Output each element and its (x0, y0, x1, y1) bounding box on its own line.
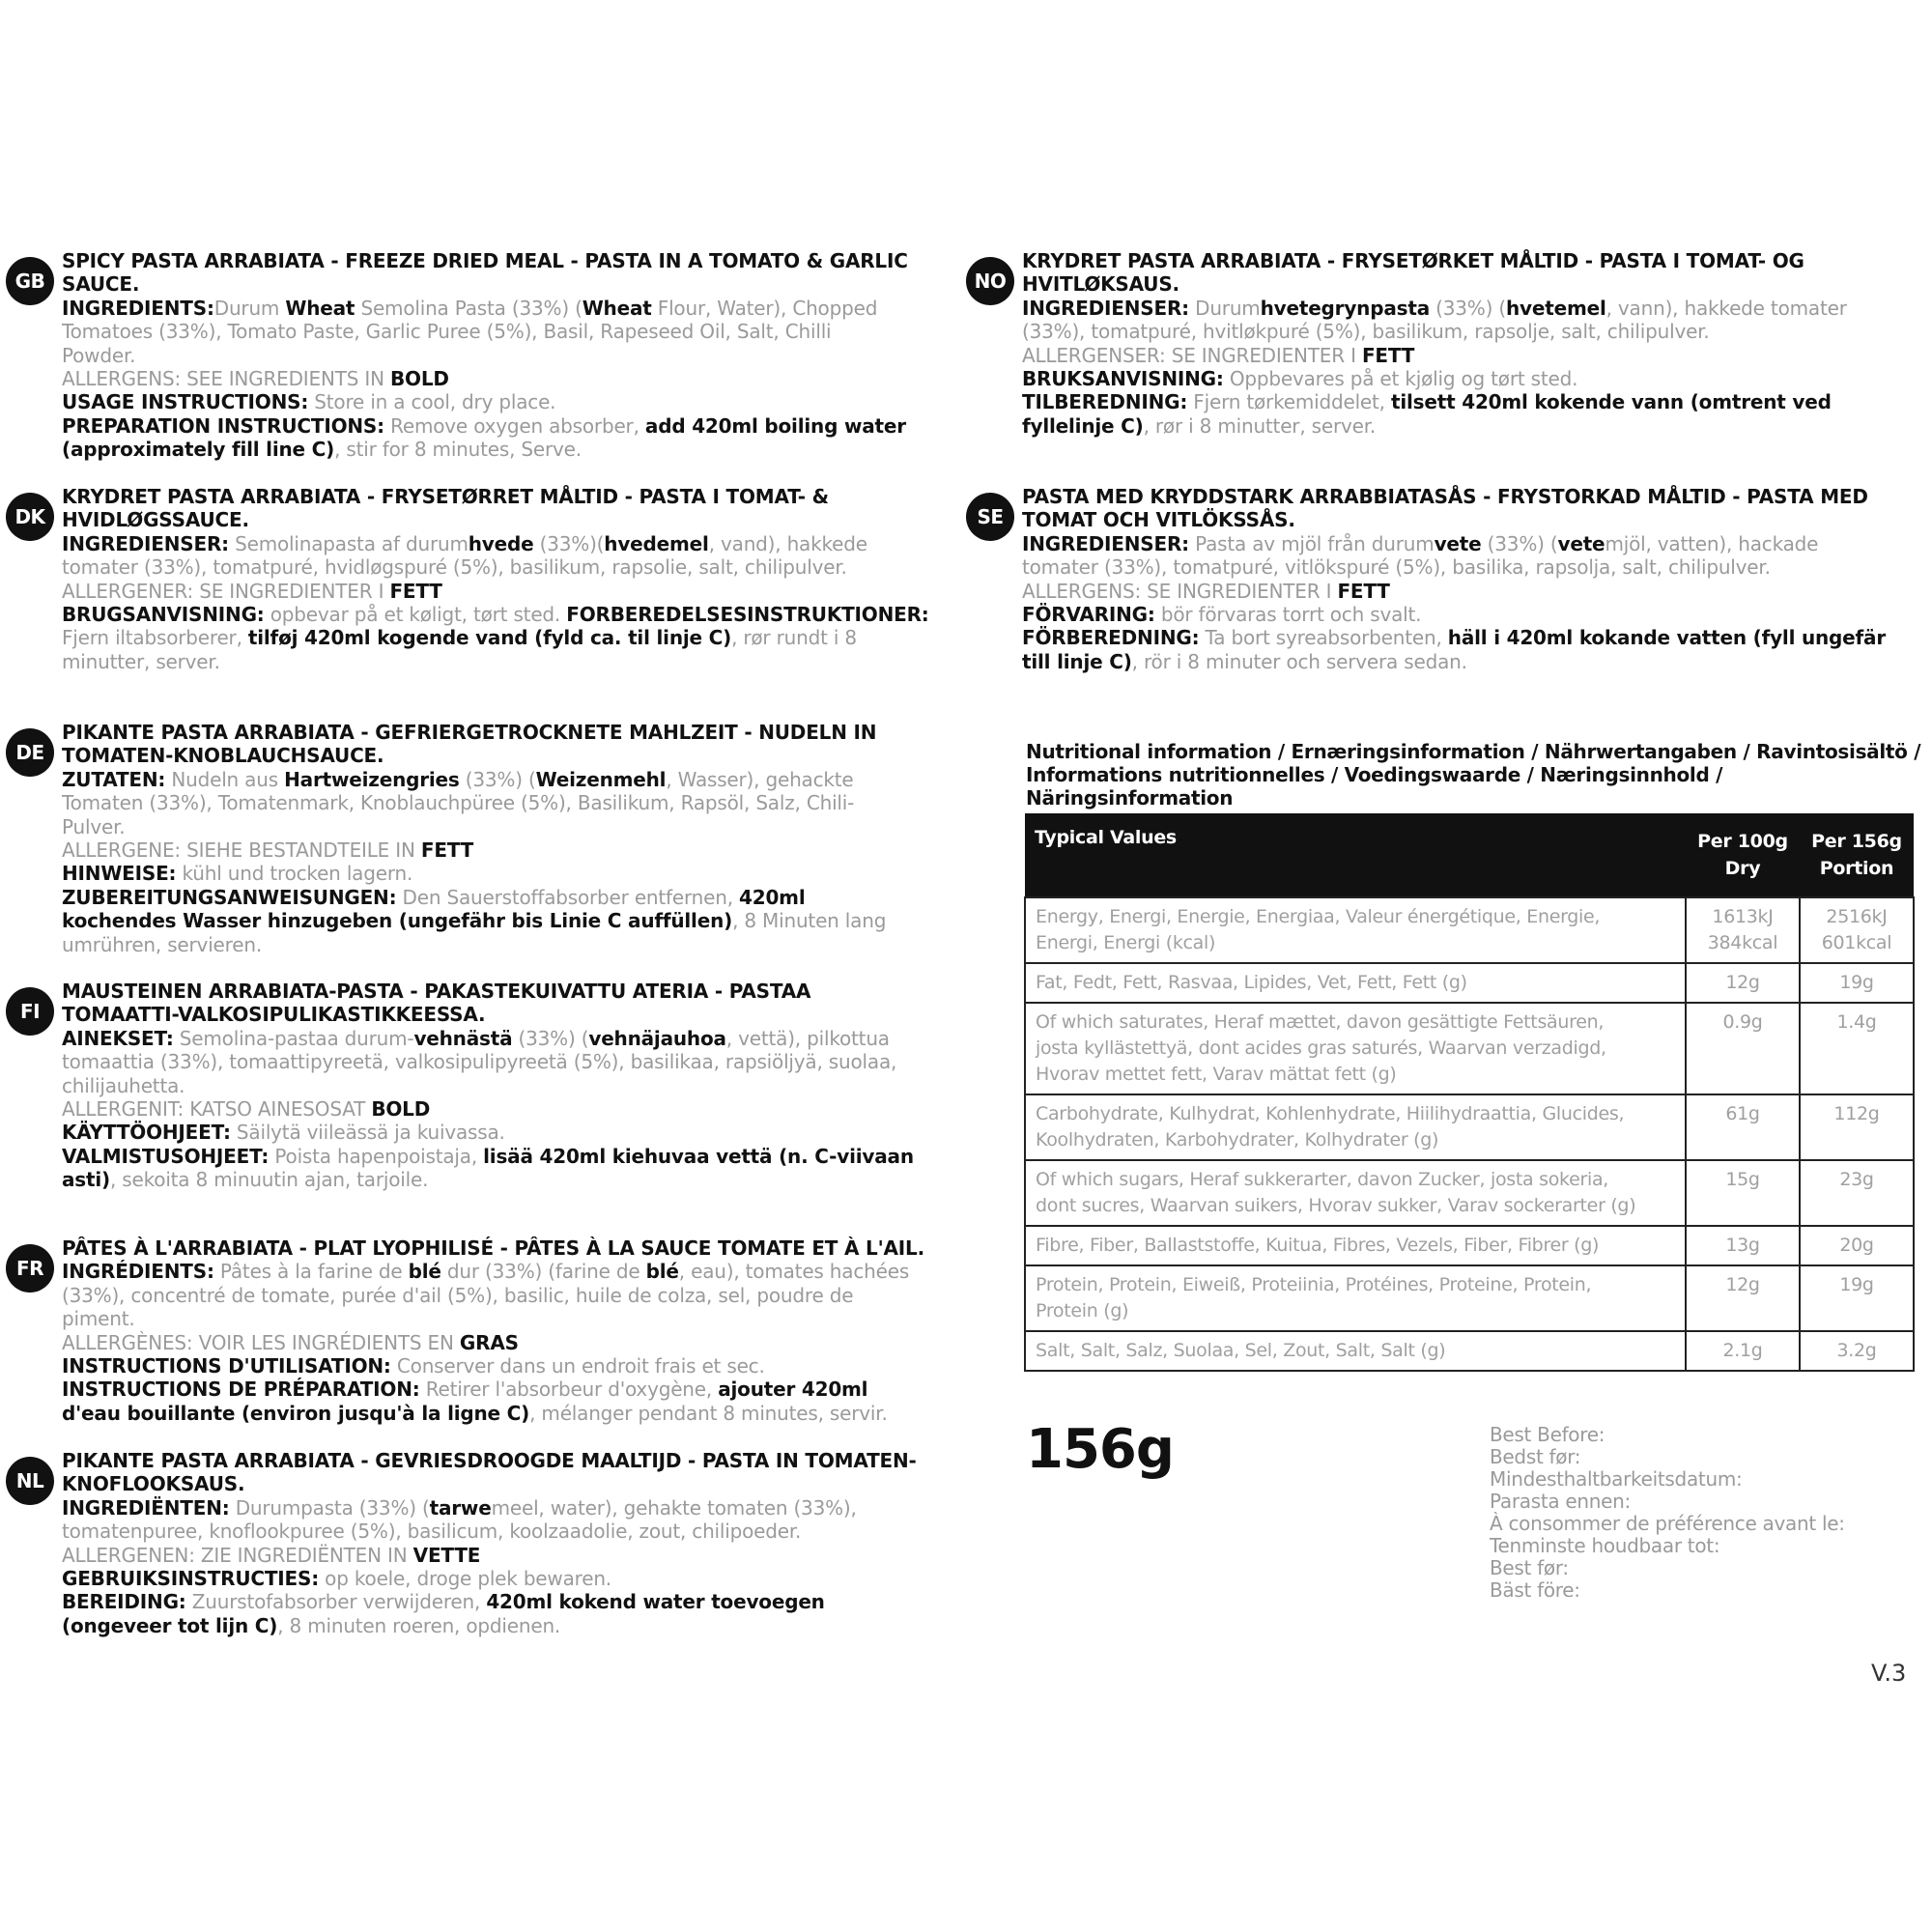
prep-bold: tilføj 420ml kogende vand (fyld ca. til linje C) (247, 626, 732, 650)
prep-text: , mélanger pendant 8 minutes, servir. (529, 1401, 888, 1425)
section-de-title-line-2: TOMATEN-KNOBLAUCHSAUCE. (62, 744, 384, 768)
ingredients-text: Nudeln aus (165, 767, 285, 791)
value-per-100g: 0.9g (1686, 1003, 1800, 1094)
best-before-block (1490, 1424, 1845, 1602)
table-row (1025, 1265, 1914, 1331)
value-per-156g: 1.4g (1800, 1003, 1914, 1094)
prep-label: PREPARATION INSTRUCTIONS: (62, 413, 384, 438)
prep-bold: häll i 420ml kokande vatten (fyll ungefär (1447, 626, 1887, 650)
section-nl (6, 1449, 972, 1637)
ingredients-text: tomatenpuree, knoflookpuree (5%), basilicum, koolzaadolie, zout, chilipoeder. (62, 1520, 802, 1544)
ingredients-text: , vettä), pilkottua (725, 1026, 890, 1050)
value-per-156g: 20g (1800, 1226, 1914, 1265)
section-no (966, 249, 1922, 438)
allergen-word: hvedemel (604, 531, 709, 555)
section-de (6, 721, 972, 956)
prep-bold: fyllelinje C) (1022, 413, 1144, 438)
nutrition-heading (1026, 740, 1924, 810)
ingredients-text: , eau), tomates hachées (678, 1260, 910, 1284)
prep-text: Ta bort syreabsorbenten, (1199, 626, 1448, 650)
best-before-label: Best før: (1490, 1556, 1569, 1579)
usage-label: BRUGSANVISNING: (62, 603, 265, 627)
section-dk-title-line-2: HVIDLØGSSAUCE. (62, 508, 249, 532)
section-fi (6, 980, 972, 1192)
allergen-note-bold: FETT (420, 838, 474, 863)
ingredients-label: INGREDIENSER: (1022, 531, 1189, 555)
ingredients-label: INGREDIENSER: (1022, 296, 1189, 320)
ingredients-label: INGREDIËNTEN: (62, 1495, 230, 1520)
prep-bold: 420ml (739, 885, 806, 909)
ingredients-text: tomater (33%), tomatpuré, hvidløgspuré (5%), basilikum, rapsolie, salt, chilipulver. (62, 555, 847, 580)
ingredients-text: Semolinapasta af durum (228, 531, 469, 555)
allergen-word: tarwe (429, 1495, 492, 1520)
ingredients-text: Pulver. (62, 814, 126, 838)
column-header-per-156g-line-2: Portion (1819, 858, 1894, 879)
ingredients-text: , Wasser), gehackte (666, 767, 854, 791)
allergen-note: ALLERGENIT: KATSO AINESOSAT (62, 1097, 372, 1122)
value-per-100g: 15g (1686, 1160, 1800, 1226)
section-dk-title-line-1: KRYDRET PASTA ARRABIATA - FRYSETØRRET MÅLTID - PASTA I TOMAT- & (62, 485, 829, 508)
usage-label: HINWEISE: (62, 862, 177, 886)
nutrition-heading-line-1: Nutritional information / Ernæringsinformation / Nährwertangaben / Ravintosisältö / (1026, 740, 1921, 763)
language-badge-se: SE (966, 493, 1014, 541)
prep-text: Fjern iltabsorberer, (62, 626, 248, 650)
nutrition-heading-line-2: Informations nutritionnelles / Voedingswaarde / Næringsinnhold / Näringsinformation (1026, 763, 1723, 810)
value-per-100g (1686, 897, 1800, 963)
ingredients-label: INGREDIENTS: (62, 296, 214, 320)
row-label-line: Energy, Energi, Energie, Energiaa, Valeur énergétique, Energie, (1036, 906, 1601, 927)
prep-label: FÖRBEREDNING: (1022, 626, 1200, 650)
prep-bold: (ongeveer tot lijn C) (62, 1613, 278, 1637)
prep-label: FORBEREDELSESINSTRUKTIONER: (566, 603, 929, 627)
value-line: 384kcal (1707, 932, 1778, 953)
ingredients-text: Tomaten (33%), Tomatenmark, Knoblauchpüree (5%), Basilikum, Rapsöl, Salz, Chili- (62, 791, 855, 815)
allergen-note: ALLERGENS: SEE INGREDIENTS IN (62, 367, 390, 391)
value-per-100g: 2.1g (1686, 1331, 1800, 1371)
section-gb (6, 249, 972, 462)
prep-text: , 8 minuten roeren, opdienen. (277, 1613, 561, 1637)
usage-text: Conserver dans un endroit frais et sec. (390, 1354, 765, 1378)
allergen-word: hvetemel (1505, 296, 1606, 320)
allergen-word: vete (1557, 531, 1605, 555)
prep-label: BEREIDING: (62, 1590, 186, 1614)
allergen-note: ALLERGENE: SIEHE BESTANDTEILE IN (62, 838, 421, 863)
section-gb-body (62, 249, 972, 462)
section-fr-body (62, 1236, 972, 1425)
allergen-word: hvetegrynpasta (1260, 296, 1430, 320)
usage-label: USAGE INSTRUCTIONS: (62, 390, 309, 414)
best-before-label: Parasta ennen: (1490, 1490, 1631, 1513)
nutrition-table (1024, 813, 1915, 1372)
ingredients-text: tomater (33%), tomatpuré, vitlökspuré (5%), basilika, rapsolja, salt, chilipulver. (1022, 555, 1771, 580)
prep-text: , rør rundt i 8 (731, 626, 857, 650)
net-weight: 156g (1026, 1418, 1174, 1481)
column-header-per-100g-line-2: Dry (1724, 858, 1761, 879)
ingredients-text: Pâtes à la farine de (213, 1260, 409, 1284)
section-fi-title-line-1: MAUSTEINEN ARRABIATA-PASTA - PAKASTEKUIVATTU ATERIA - PASTAA (62, 980, 811, 1003)
usage-text: Oppbevares på et kjølig og tørt sted. (1223, 367, 1578, 391)
table-row (1025, 1331, 1914, 1371)
ingredients-text: mjöl, vatten), hackade (1605, 531, 1819, 555)
allergen-word: Wheat (285, 296, 355, 320)
row-label-line: dont sucres, Waarvan suikers, Hvorav sukker, Varav sockerarter (g) (1036, 1195, 1636, 1216)
allergen-note: ALLERGENEN: ZIE INGREDIËNTEN IN (62, 1543, 413, 1567)
allergen-note-bold: FETT (1337, 579, 1390, 603)
language-badge-nl: NL (6, 1457, 54, 1505)
section-no-title-line-1: KRYDRET PASTA ARRABIATA - FRYSETØRKET MÅLTID - PASTA I TOMAT- OG (1022, 249, 1804, 272)
prep-text: Fjern tørkemiddelet, (1187, 390, 1391, 414)
ingredients-text: Tomatoes (33%), Tomato Paste, Garlic Puree (5%), Basil, Rapeseed Oil, Salt, Chilli (62, 320, 832, 344)
allergen-word: vehnästä (413, 1026, 513, 1050)
allergen-note-bold: GRAS (459, 1330, 519, 1354)
prep-bold: (approximately fill line C) (62, 438, 335, 462)
usage-label: GEBRUIKSINSTRUCTIES: (62, 1567, 320, 1591)
best-before-label: Bäst före: (1490, 1578, 1580, 1602)
row-label (1025, 897, 1686, 963)
language-badge-no: NO (966, 257, 1014, 305)
allergen-word: hvede (468, 531, 534, 555)
ingredients-text: (33%) ( (1430, 296, 1506, 320)
allergen-note: ALLERGENS: SE INGREDIENTER I (1022, 579, 1338, 603)
row-label: Fat, Fedt, Fett, Rasvaa, Lipides, Vet, Fett, Fett (g) (1025, 963, 1686, 1003)
section-se (966, 485, 1922, 673)
ingredients-label: INGRÉDIENTS: (62, 1260, 214, 1284)
ingredients-text: piment. (62, 1307, 135, 1331)
allergen-note-bold: BOLD (371, 1097, 431, 1122)
usage-label: INSTRUCTIONS D'UTILISATION: (62, 1354, 391, 1378)
section-fr (6, 1236, 972, 1425)
best-before-label: Bedst før: (1490, 1445, 1581, 1468)
value-line: 601kcal (1821, 932, 1892, 953)
table-row (1025, 1160, 1914, 1226)
allergen-note-bold: FETT (389, 579, 442, 603)
ingredients-text: (33%), concentré de tomate, purée d'ail (5%), basilic, huile de colza, sel, poudre de (62, 1283, 854, 1307)
prep-text: , sekoita 8 minuutin ajan, tarjoile. (109, 1168, 429, 1192)
ingredients-label: INGREDIENSER: (62, 531, 229, 555)
value-per-100g: 13g (1686, 1226, 1800, 1265)
prep-bold: ajouter 420ml (718, 1378, 868, 1402)
usage-label: FÖRVARING: (1022, 603, 1155, 627)
prep-text: Poista hapenpoistaja, (269, 1144, 484, 1168)
prep-text: Retirer l'absorbeur d'oxygène, (419, 1378, 719, 1402)
section-de-body (62, 721, 972, 956)
best-before-label: Best Before: (1490, 1423, 1605, 1446)
allergen-word: Wheat (582, 296, 652, 320)
prep-label: INSTRUCTIONS DE PRÉPARATION: (62, 1378, 420, 1402)
allergen-word: blé (645, 1260, 679, 1284)
usage-label: BRUKSANVISNING: (1022, 367, 1224, 391)
value-per-156g (1800, 897, 1914, 963)
column-header-per-100g (1686, 813, 1800, 897)
section-no-body (1022, 249, 1922, 438)
prep-text: Den Sauerstoffabsorber entfernen, (396, 885, 740, 909)
row-label-line: josta kyllästettyä, dont acides gras saturés, Waarvan verzadigd, (1036, 1037, 1606, 1059)
ingredients-text: (33%) ( (512, 1026, 589, 1050)
ingredients-text: dur (33%) (farine de (440, 1260, 646, 1284)
ingredients-text: Powder. (62, 343, 136, 367)
ingredients-text: Semolina Pasta (33%) ( (355, 296, 582, 320)
usage-text: op koele, droge plek bewaren. (319, 1567, 611, 1591)
value-per-156g: 19g (1800, 1265, 1914, 1331)
value-per-156g: 19g (1800, 963, 1914, 1003)
table-row (1025, 963, 1914, 1003)
value-per-156g: 112g (1800, 1094, 1914, 1160)
ingredients-text: meel, water), gehakte tomaten (33%), (491, 1495, 857, 1520)
section-dk (6, 485, 972, 673)
ingredients-text: (33%) ( (459, 767, 536, 791)
prep-text: , rör i 8 minuter och servera sedan. (1131, 649, 1467, 673)
row-label (1025, 1094, 1686, 1160)
best-before-label: À consommer de préférence avant le: (1490, 1512, 1845, 1535)
row-label-line: Of which sugars, Heraf sukkerarter, davon Zucker, josta sokeria, (1036, 1169, 1609, 1190)
ingredients-label: AINEKSET: (62, 1026, 174, 1050)
usage-text: kühl und trocken lagern. (176, 862, 413, 886)
prep-bold: lisää 420ml kiehuvaa vettä (n. C-viivaan (483, 1144, 914, 1168)
best-before-label: Tenminste houdbaar tot: (1490, 1534, 1720, 1557)
value-per-156g: 3.2g (1800, 1331, 1914, 1371)
ingredients-text: (33%)( (533, 531, 605, 555)
value-per-156g: 23g (1800, 1160, 1914, 1226)
nutrition-table-header (1025, 813, 1914, 897)
ingredients-label: ZUTATEN: (62, 767, 166, 791)
table-row (1025, 1003, 1914, 1094)
usage-text: Säilytä viileässä ja kuivassa. (230, 1121, 505, 1145)
prep-bold: add 420ml boiling water (644, 413, 906, 438)
allergen-note: ALLERGENER: SE INGREDIENTER I (62, 579, 390, 603)
prep-bold: asti) (62, 1168, 110, 1192)
prep-text: minutter, server. (62, 649, 220, 673)
section-fi-body (62, 980, 972, 1192)
section-nl-body (62, 1449, 972, 1637)
value-per-100g: 12g (1686, 1265, 1800, 1331)
table-row (1025, 1094, 1914, 1160)
prep-label: TILBEREDNING: (1022, 390, 1188, 414)
ingredients-text: Durum (213, 296, 286, 320)
table-row (1025, 1226, 1914, 1265)
allergen-note-bold: VETTE (412, 1543, 481, 1567)
table-row (1025, 897, 1914, 963)
column-header-per-156g-line-1: Per 156g (1811, 831, 1902, 852)
row-label-line: Protein (g) (1036, 1300, 1129, 1321)
row-label-line: Of which saturates, Heraf mættet, davon gesättigte Fettsäuren, (1036, 1011, 1605, 1033)
language-badge-de: DE (6, 728, 54, 777)
prep-bold: tilsett 420ml kokende vann (omtrent ved (1391, 390, 1832, 414)
usage-text: opbevar på et køligt, tørt sted. (264, 603, 567, 627)
ingredients-text: (33%) ( (1481, 531, 1558, 555)
allergen-note-bold: BOLD (390, 367, 449, 391)
section-gb-title-line-2: SAUCE. (62, 272, 140, 297)
section-fi-title-line-2: TOMAATTI-VALKOSIPULIKASTIKKEESSA. (62, 1003, 486, 1027)
allergen-note: ALLERGENSER: SE INGREDIENTER I (1022, 343, 1362, 367)
prep-bold: till linje C) (1022, 649, 1132, 673)
section-no-title-line-2: HVITLØKSAUS. (1022, 272, 1179, 297)
ingredients-text: Flour, Water), Chopped (651, 296, 878, 320)
ingredients-text: Semolina-pastaa durum- (173, 1026, 414, 1050)
row-label (1025, 1160, 1686, 1226)
allergen-note-bold: FETT (1361, 343, 1415, 367)
row-label: Fibre, Fiber, Ballaststoffe, Kuitua, Fibres, Vezels, Fiber, Fibrer (g) (1025, 1226, 1686, 1265)
section-nl-title-line-2: KNOFLOOKSAUS. (62, 1472, 245, 1496)
section-nl-title-line-1: PIKANTE PASTA ARRABIATA - GEVRIESDROOGDE MAALTIJD - PASTA IN TOMATEN- (62, 1449, 917, 1472)
value-per-100g: 61g (1686, 1094, 1800, 1160)
language-badge-dk: DK (6, 493, 54, 541)
ingredients-text: , vann), hakkede tomater (1605, 296, 1847, 320)
ingredients-text: Durum (1188, 296, 1261, 320)
section-dk-body (62, 485, 972, 673)
column-header-per-100g-line-1: Per 100g (1697, 831, 1788, 852)
value-line: 2516kJ (1826, 906, 1888, 927)
value-per-100g: 12g (1686, 963, 1800, 1003)
prep-bold: kochendes Wasser hinzugeben (ungefähr bis Linie C auffüllen) (62, 909, 733, 933)
prep-text: umrühren, servieren. (62, 932, 262, 956)
prep-text: Remove oxygen absorber, (384, 413, 645, 438)
allergen-word: vete (1434, 531, 1482, 555)
allergen-word: vehnäjauhoa (588, 1026, 726, 1050)
prep-text: , stir for 8 minutes, Serve. (334, 438, 582, 462)
language-badge-fi: FI (6, 987, 54, 1036)
section-fr-title-line-1: PÂTES À L'ARRABIATA - PLAT LYOPHILISÉ - PÂTES À LA SAUCE TOMATE ET À L'AIL. (62, 1236, 924, 1260)
prep-text: Zuurstofabsorber verwijderen, (185, 1590, 487, 1614)
language-badge-fr: FR (6, 1244, 54, 1293)
row-label-line: Koolhydraten, Karbohydrater, Kolhydrater (g) (1036, 1129, 1439, 1151)
ingredients-text: Pasta av mjöl från durum (1188, 531, 1435, 555)
row-label-line: Hvorav mettet fett, Varav mättat fett (g) (1036, 1064, 1397, 1085)
language-badge-gb: GB (6, 257, 54, 305)
usage-label: KÄYTTÖOHJEET: (62, 1121, 231, 1145)
section-se-body (1022, 485, 1922, 673)
usage-text: Store in a cool, dry place. (308, 390, 556, 414)
row-label (1025, 1265, 1686, 1331)
ingredients-text: tomaattia (33%), tomaattipyreetä, valkosipulipyreetä (5%), basilikaa, rapsiöljyä, suolaa, (62, 1050, 897, 1074)
allergen-note: ALLERGÈNES: VOIR LES INGRÉDIENTS EN (62, 1330, 460, 1354)
ingredients-text: (33%), tomatpuré, hvitløkpuré (5%), basilikum, rapsolje, salt, chilipulver. (1022, 320, 1710, 344)
column-header-typical-values: Typical Values (1025, 813, 1686, 897)
version-label: V.3 (1871, 1660, 1907, 1687)
ingredients-text: Durumpasta (33%) ( (229, 1495, 430, 1520)
row-label (1025, 1003, 1686, 1094)
allergen-word: Weizenmehl (535, 767, 667, 791)
section-se-title-line-2: TOMAT OCH VITLÖKSSÅS. (1022, 508, 1295, 532)
section-gb-title-line-1: SPICY PASTA ARRABIATA - FREEZE DRIED MEAL - PASTA IN A TOMATO & GARLIC (62, 249, 908, 272)
allergen-word: blé (408, 1260, 441, 1284)
prep-text: , rør i 8 minutter, server. (1143, 413, 1377, 438)
section-se-title-line-1: PASTA MED KRYDDSTARK ARRABBIATASÅS - FRYSTORKAD MÅLTID - PASTA MED (1022, 485, 1868, 508)
ingredients-text: chilijauhetta. (62, 1073, 185, 1097)
ingredients-text: , vand), hakkede (708, 531, 867, 555)
column-header-per-156g (1800, 813, 1914, 897)
usage-text: bör förvaras torrt och svalt. (1154, 603, 1422, 627)
row-label: Salt, Salt, Salz, Suolaa, Sel, Zout, Salt, Salt (g) (1025, 1331, 1686, 1371)
prep-label: VALMISTUSOHJEET: (62, 1144, 270, 1168)
best-before-label: Mindesthaltbarkeitsdatum: (1490, 1467, 1743, 1491)
prep-bold: d'eau bouillante (environ jusqu'à la ligne C) (62, 1401, 530, 1425)
row-label-line: Carbohydrate, Kulhydrat, Kohlenhydrate, Hiilihydraattia, Glucides, (1036, 1103, 1625, 1124)
section-de-title-line-1: PIKANTE PASTA ARRABIATA - GEFRIERGETROCKNETE MAHLZEIT - NUDELN IN (62, 721, 877, 744)
row-label-line: Protein, Protein, Eiweiß, Proteiinia, Protéines, Proteine, Protein, (1036, 1274, 1592, 1295)
value-line: 1613kJ (1712, 906, 1774, 927)
allergen-word: Hartweizengries (284, 767, 460, 791)
prep-text: , 8 Minuten lang (732, 909, 887, 933)
prep-label: ZUBEREITUNGSANWEISUNGEN: (62, 885, 397, 909)
prep-bold: 420ml kokend water toevoegen (486, 1590, 825, 1614)
row-label-line: Energi, Energi (kcal) (1036, 932, 1216, 953)
